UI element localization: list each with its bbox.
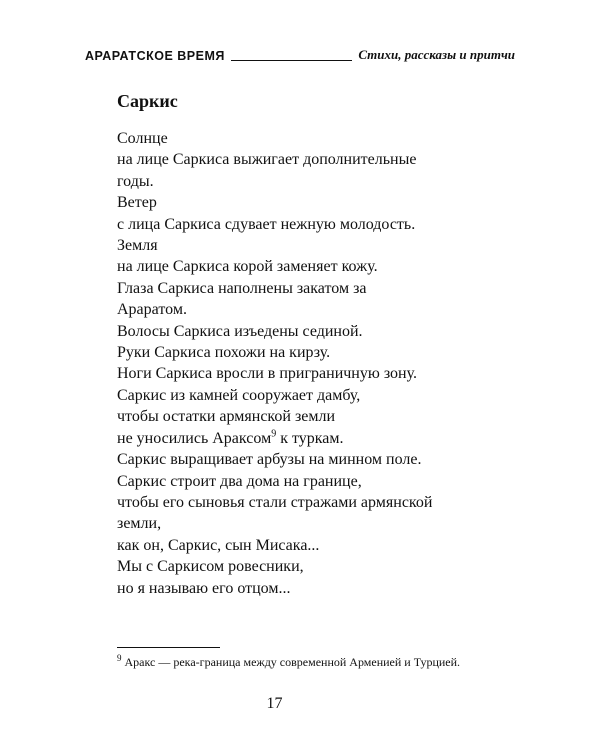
poem-line-text: к туркам. [276,429,344,447]
poem-line: чтобы его сыновья стали стражами армянской [117,493,433,511]
poem-line: Волосы Саркиса изъедены сединой. [117,322,363,340]
book-title: АРАРАТСКОЕ ВРЕМЯ [85,49,225,63]
poem-line: годы. [117,172,154,190]
footnote [117,655,460,670]
poem-line: Ветер [117,194,157,212]
poem-line: Земля [117,237,158,255]
poem-line: Руки Саркиса похожи на кирзу. [117,344,331,362]
poem-line-text: не уносились Араксом [117,429,272,447]
page-number: 17 [266,695,283,712]
section-title: Стихи, рассказы и притчи [358,47,515,62]
footnote-reference: 9 [271,428,277,440]
poem-line: но я называю его отцом... [117,579,291,597]
poem-line: Араратом. [117,301,187,319]
footnote-rule [117,647,220,648]
poem-line: как он, Саркис, сын Мисака... [117,536,320,554]
poem-title: Саркис [117,91,178,111]
poem-line: на лице Саркиса выжигает дополнительные [117,151,417,169]
poem-line: земли, [117,515,162,533]
poem-line: чтобы остатки армянской земли [117,408,336,426]
poem-line: с лица Саркиса сдувает нежную молодость. [117,215,416,233]
poem-line: Ноги Саркиса вросли в приграничную зону. [117,365,418,383]
poem-text [117,128,432,599]
poem-line: Саркис из камней сооружает дамбу, [117,386,361,404]
poem-line: Солнце [117,130,168,147]
poem-line: Глаза Саркиса наполнены закатом за [117,279,367,297]
footnote-number: 9 [117,653,122,663]
poem-line: на лице Саркиса корой заменяет кожу. [117,258,378,276]
poem-line: Саркис выращивает арбузы на минном поле. [117,451,422,469]
poem-line: Саркис строит два дома на границе, [117,472,362,490]
header-rule [231,60,352,61]
running-head [85,44,515,64]
poem-line: Мы с Саркисом ровесники, [117,558,304,576]
footnote-text: Аракс — река-граница между современной Арменией и Турцией. [121,655,461,669]
poem-line-with-footnote [117,428,432,449]
